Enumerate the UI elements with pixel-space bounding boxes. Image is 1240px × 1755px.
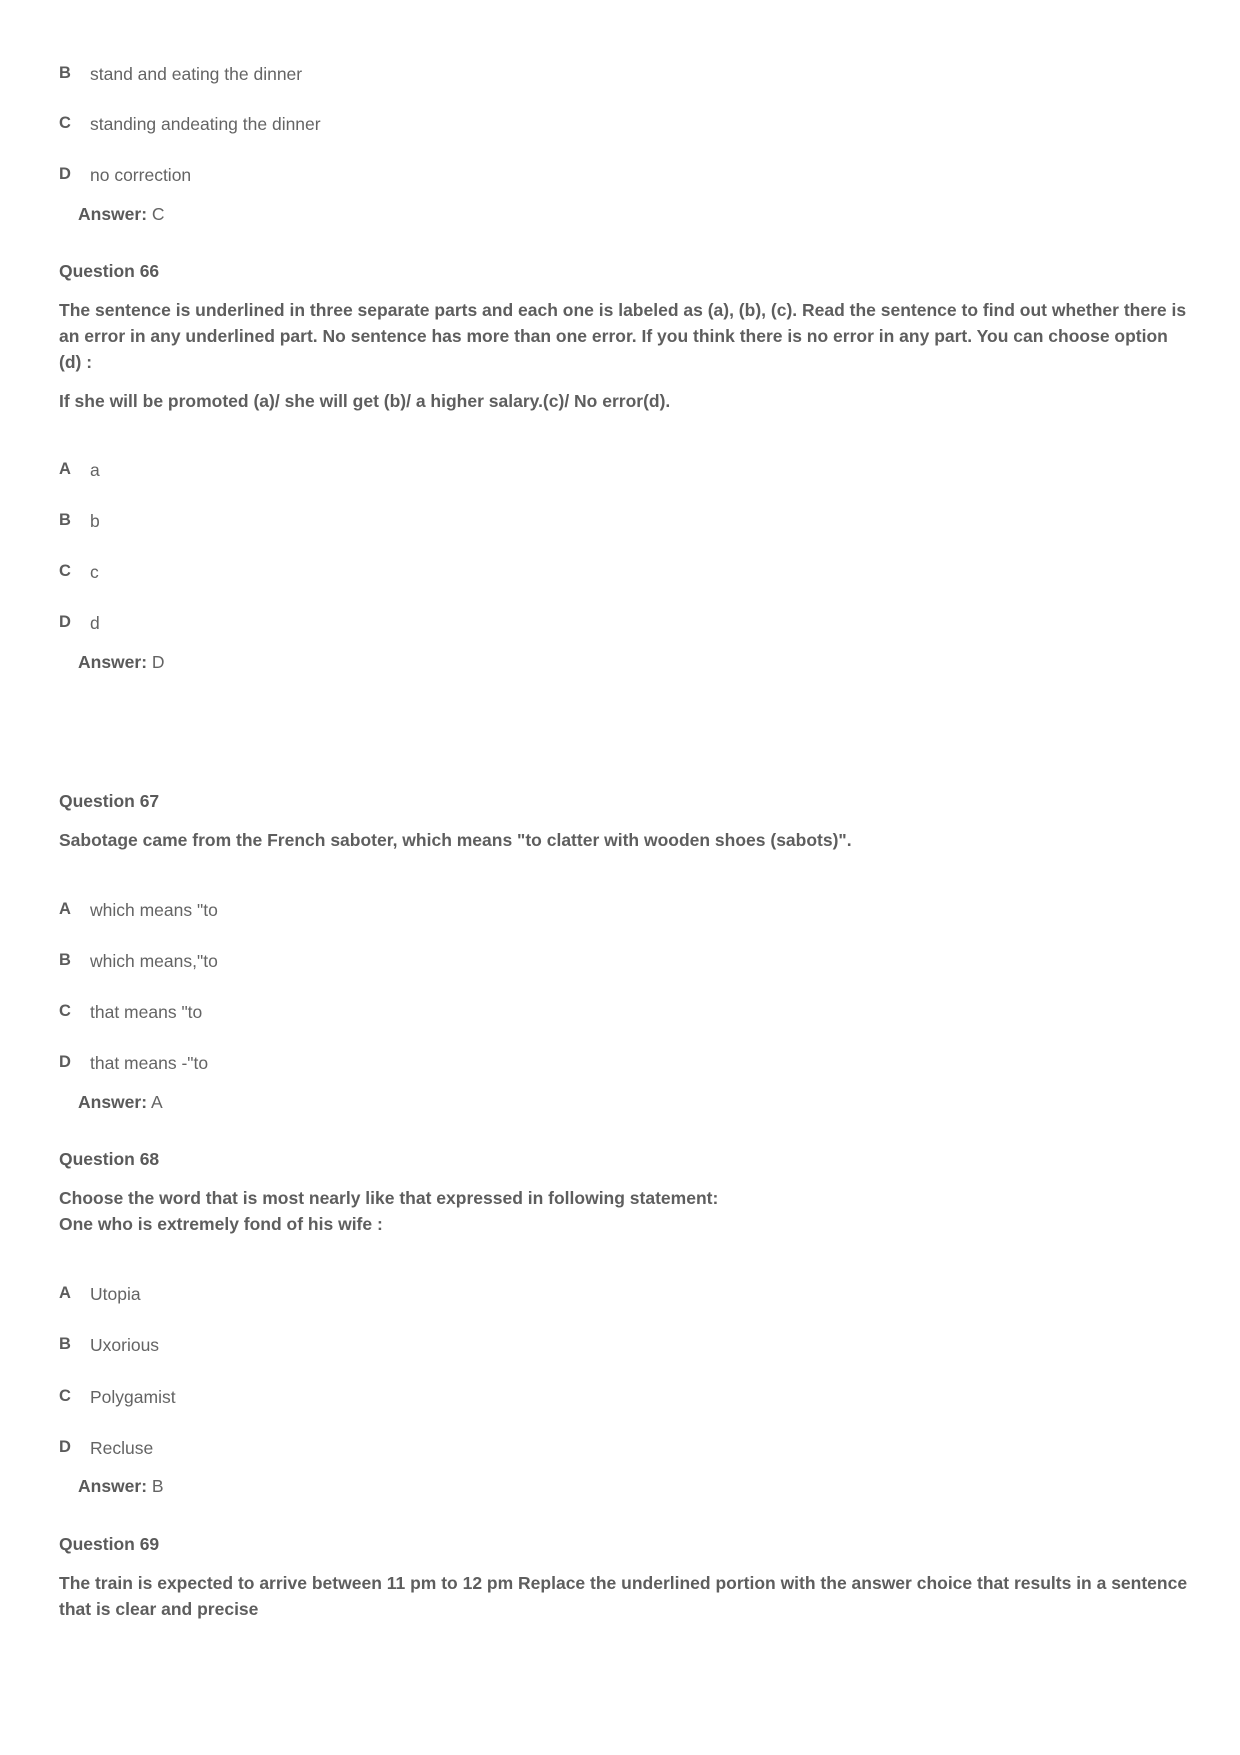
question-prompt: Sabotage came from the French saboter, which means "to clatter with wooden shoes (sabots)".: [59, 830, 852, 850]
option-letter: B: [59, 1335, 71, 1353]
option-letter: C: [59, 114, 71, 132]
option-letter: D: [59, 165, 71, 183]
answer-label: Answer:: [78, 204, 148, 224]
option-text: standing andeating the dinner: [90, 114, 321, 134]
option-letter: D: [59, 1438, 71, 1456]
question-sentence: If she will be promoted (a)/ she will get (b)/ a higher salary.(c)/ No error(d).: [59, 391, 671, 411]
option-text: which means,"to: [90, 951, 218, 971]
option-letter: B: [59, 64, 71, 82]
answer-value: B: [151, 1476, 164, 1496]
option-letter: C: [59, 1387, 71, 1405]
option-text: that means "to: [90, 1002, 203, 1022]
answer: [78, 204, 165, 225]
option-text: stand and eating the dinner: [90, 64, 303, 84]
option-text: b: [90, 511, 100, 531]
question-title: Question 69: [59, 1534, 160, 1554]
option-text: which means "to: [90, 900, 218, 920]
question-prompt: The sentence is underlined in three separate parts and each one is labeled as (a), (b), (c). Read the sentence to find out whether there is an error in any underlined part. No sentence has more than one error. If you think there is no error in any part. You can choose option (d) :: [59, 300, 1187, 372]
answer: [78, 652, 165, 673]
answer: [78, 1092, 163, 1113]
question-title: Question 66: [59, 261, 160, 281]
option-text: Uxorious: [90, 1335, 160, 1355]
option-text: d: [90, 613, 100, 633]
option-text: Recluse: [90, 1438, 154, 1458]
answer-value: C: [151, 204, 165, 224]
question-prompt-line1: Choose the word that is most nearly like that expressed in following statement:: [59, 1188, 719, 1208]
option-text: Polygamist: [90, 1387, 176, 1407]
option-text: Utopia: [90, 1284, 141, 1304]
answer-label: Answer:: [78, 1476, 148, 1496]
answer: [78, 1476, 164, 1497]
question-prompt-line2: One who is extremely fond of his wife :: [59, 1214, 383, 1234]
option-text: that means -"to: [90, 1053, 209, 1073]
option-letter: D: [59, 1053, 71, 1071]
option-letter: A: [59, 1284, 71, 1302]
option-letter: D: [59, 613, 71, 631]
question-prompt: The train is expected to arrive between 11 pm to 12 pm Replace the underlined portion with the answer choice that results in a sentence that is clear and precise: [59, 1573, 1188, 1619]
option-letter: B: [59, 511, 71, 529]
answer-label: Answer:: [78, 1092, 148, 1112]
question-title: Question 67: [59, 791, 160, 811]
option-letter: B: [59, 951, 71, 969]
question-title: Question 68: [59, 1149, 160, 1169]
option-letter: C: [59, 562, 71, 580]
option-text: a: [90, 460, 100, 480]
answer-value: A: [150, 1092, 163, 1112]
option-text: no correction: [90, 165, 192, 185]
answer-label: Answer:: [78, 652, 148, 672]
option-letter: A: [59, 460, 71, 478]
option-letter: A: [59, 900, 71, 918]
option-text: c: [90, 562, 99, 582]
answer-value: D: [151, 652, 165, 672]
option-letter: C: [59, 1002, 71, 1020]
